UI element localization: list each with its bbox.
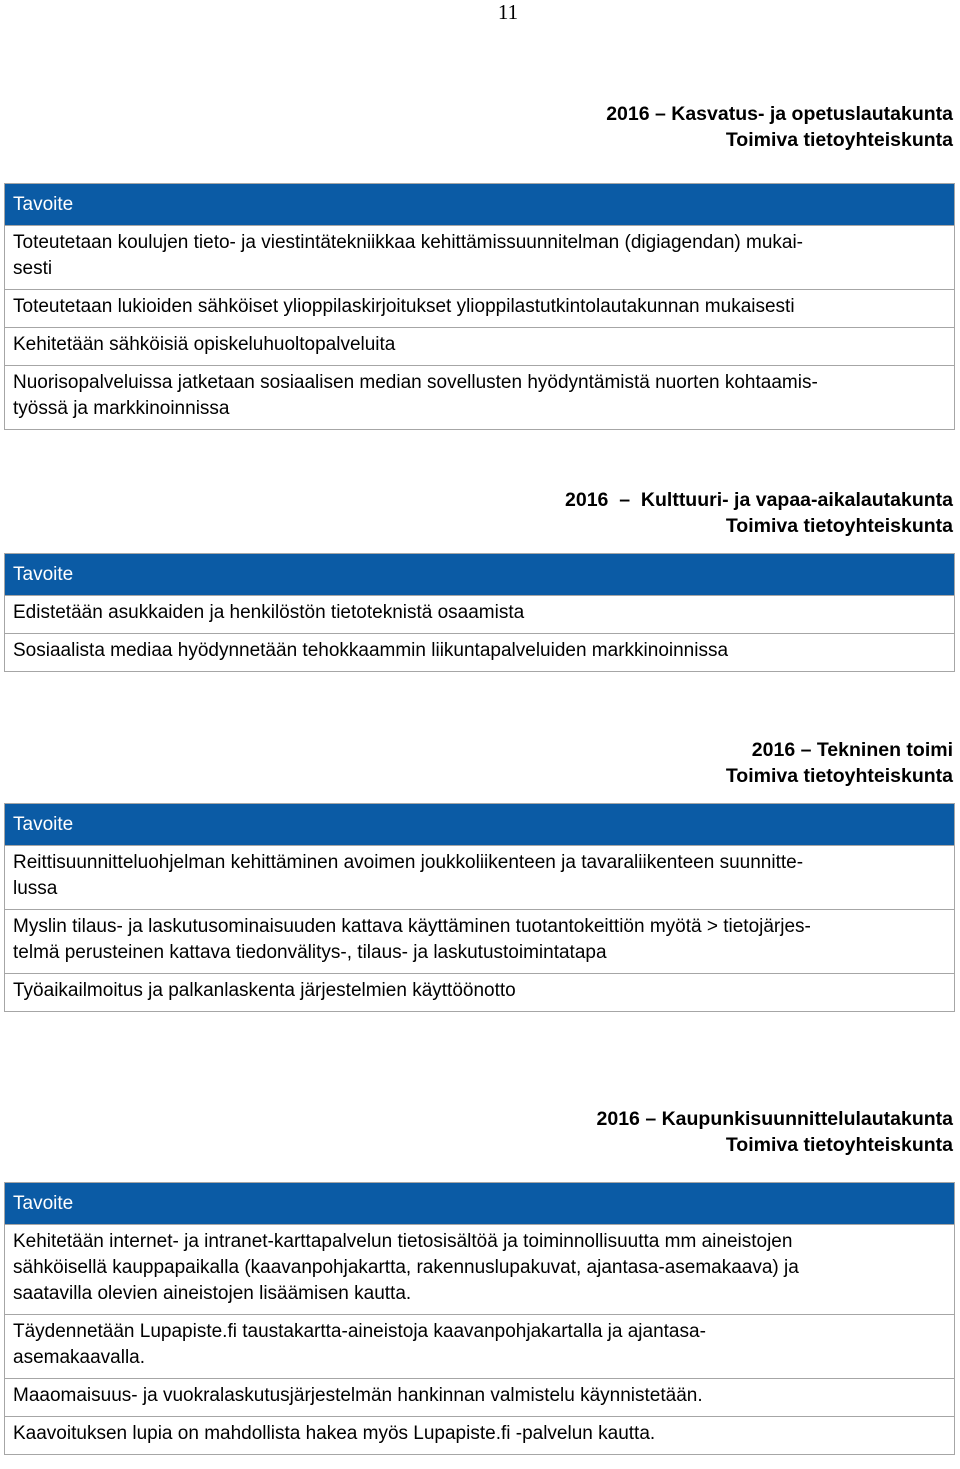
goal-row: Edistetään asukkaiden ja henkilöstön tietoteknistä osaamista: [13, 602, 525, 623]
section-tekninen-toimi: [4, 737, 955, 1012]
goal-row: Kehitetään internet- ja intranet-karttapalvelun tietosisältöä ja toiminnollisuutta mm aineistojen sähköisellä kauppapaikalla (kaavanpohjakartta, rakennuslupakuvat, ajantasa-asemakaava) ja saatavilla olevien aineistojen lisäämisen kautta.: [13, 1231, 799, 1304]
goal-row: Kehitetään sähköisiä opiskeluhuoltopalveluita: [5, 327, 954, 365]
goal-rows: [5, 1225, 954, 1454]
section-subtitle: Toimiva tietoyhteiskunta: [725, 1134, 953, 1156]
section-title: 2016 – Kulttuuri- ja vapaa-aikalautakunta: [565, 489, 953, 511]
section-title: 2016 – Kaupunkisuunnittelulautakunta: [596, 1108, 953, 1130]
goal-header: Tavoite: [5, 804, 954, 846]
goal-header: Tavoite: [5, 1183, 954, 1225]
section-kasvatus-opetus: [4, 101, 955, 430]
section-kaupunkisuunnittelu: [4, 1106, 955, 1455]
goal-row: Maaomaisuus- ja vuokralaskutusjärjestelmän hankinnan valmistelu käynnistetään.: [5, 1378, 954, 1416]
goal-table: [4, 803, 955, 1012]
goal-table: [4, 1182, 955, 1455]
goal-table: [4, 183, 955, 430]
section-title: 2016 – Kasvatus- ja opetuslautakunta: [606, 103, 953, 125]
goal-rows: [5, 596, 954, 671]
goal-row: Sosiaalista mediaa hyödynnetään tehokkaammin liikuntapalveluiden markkinoinnissa: [5, 633, 954, 671]
section-kulttuuri-vapaa-aika: [4, 487, 955, 672]
page-number: 11: [497, 0, 519, 24]
goal-row: Täydennetään Lupapiste.fi taustakartta-aineistoja kaavanpohjakartalla ja ajantasa- asemakaavalla.: [5, 1314, 954, 1378]
goal-row: Kaavoituksen lupia on mahdollista hakea myös Lupapiste.fi -palvelun kautta.: [5, 1416, 954, 1454]
goal-row: Reittisuunnitteluohjelman kehittäminen avoimen joukkoliikenteen ja tavaraliikenteen suunnitte- lussa: [13, 852, 804, 899]
section-heading: [4, 487, 955, 539]
goal-row: Toteutetaan koulujen tieto- ja viestintätekniikkaa kehittämissuunnitelman (digiagendan) mukai- sesti: [13, 232, 804, 279]
goal-row: Myslin tilaus- ja laskutusominaisuuden kattava käyttäminen tuotantokeittiön myötä > tietojärjes- telmä perusteinen kattava tiedonvälitys-, tilaus- ja laskutustoimintatapa: [5, 909, 954, 973]
section-heading: [4, 1106, 955, 1158]
section-subtitle: Toimiva tietoyhteiskunta: [725, 765, 953, 787]
goal-row: Nuorisopalveluissa jatketaan sosiaalisen median sovellusten hyödyntämistä nuorten kohtaamis- työssä ja markkinoinnissa: [5, 365, 954, 429]
section-heading: [4, 101, 955, 153]
goal-row: Työaikailmoitus ja palkanlaskenta järjestelmien käyttöönotto: [5, 973, 954, 1011]
goal-row: Toteutetaan lukioiden sähköiset ylioppilaskirjoitukset ylioppilastutkintolautakunnan mukaisesti: [5, 289, 954, 327]
goal-rows: [5, 846, 954, 1011]
goal-table: [4, 553, 955, 672]
section-heading: [4, 737, 955, 789]
section-subtitle: Toimiva tietoyhteiskunta: [725, 515, 953, 537]
section-title: 2016 – Tekninen toimi: [751, 739, 953, 761]
section-subtitle: Toimiva tietoyhteiskunta: [725, 129, 953, 151]
goal-rows: [5, 226, 954, 429]
goal-header: Tavoite: [5, 184, 954, 226]
goal-header: Tavoite: [5, 554, 954, 596]
